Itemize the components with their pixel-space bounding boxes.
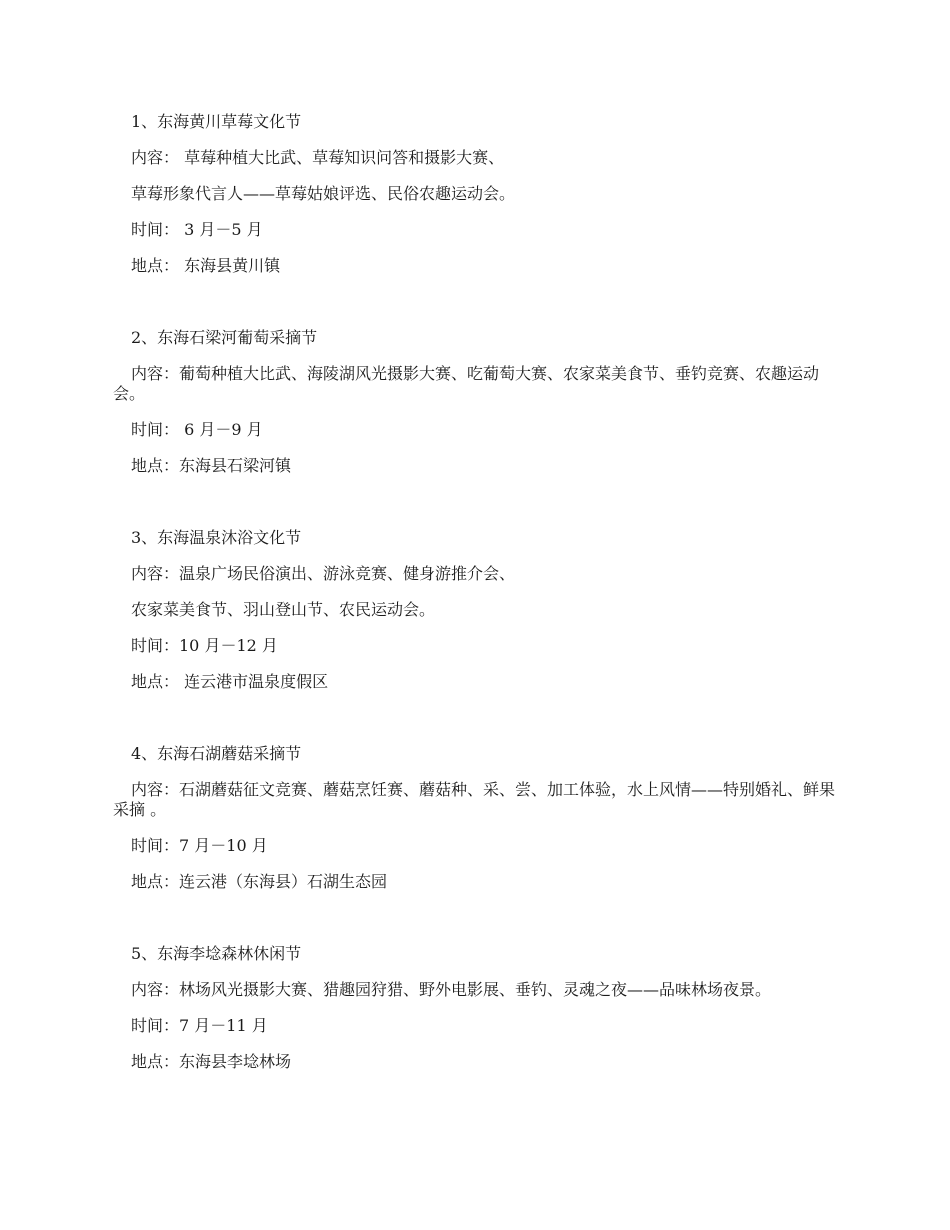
place-line: 地点： 东海县黄川镇 — [131, 256, 281, 275]
place-line: 地点：连云港（东海县）石湖生态园 — [131, 872, 388, 891]
section-title: 4、东海石湖蘑菇采摘节 — [131, 744, 302, 763]
place-line: 地点：东海县李埝林场 — [131, 1052, 292, 1071]
festival-section-5 — [113, 944, 843, 1072]
festival-section-1 — [113, 112, 843, 276]
content-line: 内容：温泉广场民俗演出、游泳竞赛、健身游推介会、 — [131, 564, 516, 583]
festival-section-3 — [113, 528, 843, 692]
section-title: 5、东海李埝森林休闲节 — [131, 944, 302, 963]
content-line: 内容： 草莓种植大比武、草莓知识问答和摄影大赛、 — [131, 148, 505, 167]
content-line: 农家菜美食节、羽山登山节、农民运动会。 — [131, 600, 436, 619]
festival-section-4 — [113, 744, 843, 892]
content-line: 草莓形象代言人——草莓姑娘评选、民俗农趣运动会。 — [131, 184, 516, 203]
content-paragraph: 内容：葡萄种植大比武、海陵湖风光摄影大赛、吃葡萄大赛、农家菜美食节、垂钓竞赛、农趣运动会。 — [113, 364, 820, 403]
place-line: 地点： 连云港市温泉度假区 — [131, 672, 329, 691]
time-line: 时间：7 月－10 月 — [131, 836, 268, 855]
place-line: 地点：东海县石梁河镇 — [131, 456, 292, 475]
document-page — [113, 112, 843, 1124]
section-title: 1、东海黄川草莓文化节 — [131, 112, 302, 131]
time-line: 时间：10 月－12 月 — [131, 636, 278, 655]
time-line: 时间：7 月－11 月 — [131, 1016, 268, 1035]
section-title: 2、东海石梁河葡萄采摘节 — [131, 328, 318, 347]
content-paragraph: 内容：石湖蘑菇征文竞赛、蘑菇烹饪赛、蘑菇种、采、尝、加工体验，水上风情——特别婚礼、鲜果采摘 。 — [113, 780, 836, 819]
festival-section-2 — [113, 328, 843, 476]
section-title: 3、东海温泉沐浴文化节 — [131, 528, 302, 547]
time-line: 时间： 6 月－9 月 — [131, 420, 263, 439]
time-line: 时间： 3 月－5 月 — [131, 220, 263, 239]
content-paragraph: 内容：林场风光摄影大赛、猎趣园狩猎、野外电影展、垂钓、灵魂之夜——品味林场夜景。 — [131, 980, 772, 999]
